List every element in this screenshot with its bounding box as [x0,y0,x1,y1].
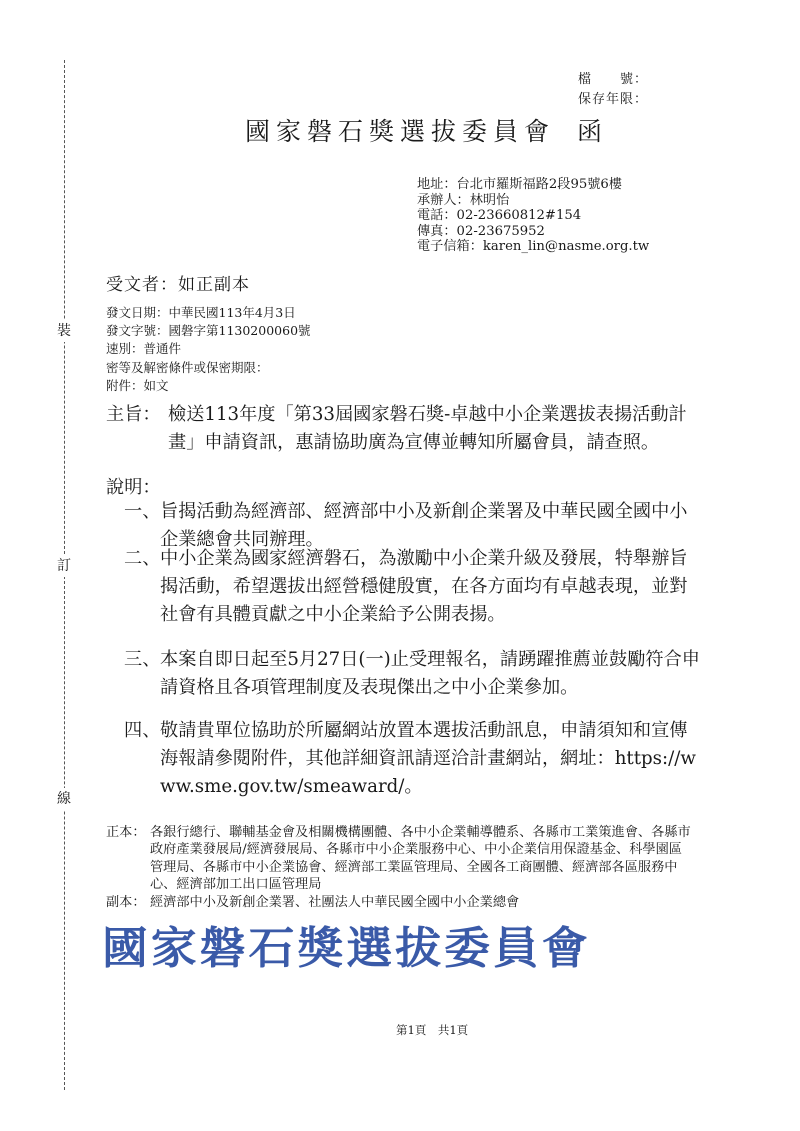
main-recipients: 各銀行總行、聯輔基金會及相關機構團體、各中小企業輔導體系、各縣市工業策進會、各縣市政府產業發展局/經濟發展局、各縣市中小企業服務中心、中小企業信用保證基金、科學園區管理局、各縣市中小企業協會、經濟部工業區管理局、全國各工商團體、經濟部各區服務中心、經濟部加工出口區管理局 [150,825,691,893]
issuing-organization: 國家磐石獎選拔委員會 [245,117,556,146]
secrecy-level: 密等及解密條件或保密期限： [106,359,269,375]
binding-mark-zhuang: 裝 [53,320,75,342]
main-recipients-label: 正本： [106,825,146,840]
document-number: 發文字號：國磐字第1130200060號 [106,323,311,339]
item-2-text: 中小企業為國家經濟磐石，為激勵中小企業升級及發展，特舉辦旨揭活動，希望選拔出經營穩健殷實，在各方面均有卓越表現，並對社會有具體貢獻之中小企業給予公開表揚。 [160,548,688,625]
issue-date: 發文日期：中華民國113年4月3日 [106,305,296,320]
contact-email: 電子信箱：karen_lin@nasme.org.tw [417,239,650,254]
page-footer: 第1頁 共1頁 [396,1023,469,1037]
organization-stamp: 國家磐石獎選拔委員會 [102,923,591,974]
explanation-label: 說明： [106,477,161,498]
recipient: 受文者：如正副本 [106,275,250,295]
document-type: 函 [577,117,609,146]
item-3-number: 三、 [124,649,161,670]
contact-phone: 電話：02-23660812#154 [417,208,582,223]
attachment: 附件：如文 [106,377,169,393]
contact-fax: 傳真：02-23675952 [417,223,545,239]
binding-mark-ding: 訂 [53,555,75,577]
delivery-speed: 速別：普通件 [106,341,182,357]
contact-handler: 承辦人：林明怡 [417,192,510,208]
subject-label: 主旨： [106,404,161,425]
document-meta [106,304,311,395]
copy-recipients-label: 副本： [106,895,146,910]
document-title [245,112,608,148]
subject-text: 檢送113年度「第33屆國家磐石獎-卓越中小企業選拔表揚活動計畫」申請資訊，惠請協助廣為宣傳並轉知所屬會員，請查照。 [168,404,687,453]
file-number-label: 檔 號： [578,72,649,87]
contact-block [417,177,649,255]
item-2-number: 二、 [124,548,161,569]
binding-mark-xian: 線 [53,788,75,810]
item-4-text: 敬請貴單位協助於所屬網站放置本選拔活動訊息，申請須知和宣傳海報請參閱附件，其他詳細資訊請逕洽計畫網站，網址：https://www.sme.gov.tw/smeaward/。 [160,720,696,797]
item-3-text: 本案自即日起至5月27日(一)止受理報名，請踴躍推薦並鼓勵符合申請資格且各項管理制度及表現傑出之中小企業參加。 [160,649,700,698]
item-4-number: 四、 [124,720,161,741]
retention-period-label: 保存年限： [578,92,649,107]
copy-recipients: 經濟部中小及新創企業署、社團法人中華民國全國中小企業總會 [150,895,520,910]
item-1-number: 一、 [124,501,161,522]
item-1-text: 旨揭活動為經濟部、經濟部中小及新創企業署及中華民國全國中小企業總會共同辦理。 [160,501,688,550]
contact-address: 地址：台北市羅斯福路2段95號6樓 [417,177,622,192]
